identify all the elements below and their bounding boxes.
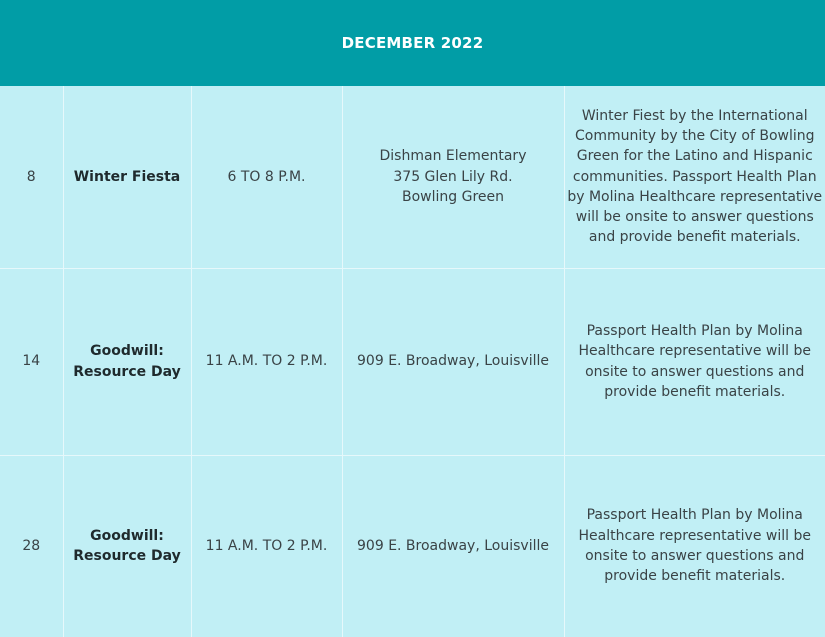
event-time: 11 A.M. TO 2 P.M. [191,455,342,637]
event-location [342,268,564,455]
description-line: Community by the City of Bowling [574,128,815,144]
description-line: onsite to answer questions and [585,363,805,380]
event-description [564,86,825,268]
event-description [564,455,825,637]
location-line: 909 E. Broadway, Louisville [357,353,549,370]
table-row [0,86,825,268]
month-title: DECEMBER 2022 [341,34,484,52]
location-line: 909 E. Broadway, Louisville [357,537,549,554]
description-line: Healthcare representative will be [578,343,811,360]
event-description [564,268,825,455]
description-line: Winter Fiest by the International [581,107,808,124]
event-name-line: Resource Day [73,363,181,380]
location-line: Dishman Elementary [379,148,527,165]
description-line: Healthcare representative will be [578,527,811,544]
event-location [342,86,564,268]
events-table [0,86,825,637]
location-line: Bowling Green [401,188,504,205]
description-line: onsite to answer questions and [585,548,805,564]
location-line: 375 Glen Lily Rd. [393,168,513,185]
description-line: Green for the Latino and Hispanic [576,148,813,165]
table-row [0,455,825,637]
table-row [0,268,825,455]
event-name-line: Goodwill: [90,343,164,360]
description-line: by Molina Healthcare representative [567,188,823,205]
event-location [342,455,564,637]
month-header [0,0,825,86]
event-day: 14 [0,268,63,455]
event-day: 8 [0,86,63,268]
description-line: Passport Health Plan by Molina [586,322,803,339]
event-day: 28 [0,455,63,637]
event-name [63,268,191,455]
event-time: 6 TO 8 P.M. [191,86,342,268]
description-line: will be onsite to answer questions [575,209,814,226]
description-line: Passport Health Plan by Molina [586,507,803,524]
event-name [63,86,191,268]
event-name-line: Winter Fiesta [73,168,181,185]
event-name-line: Goodwill: [90,527,164,544]
description-line: communities. Passport Health Plan [572,168,817,185]
event-time: 11 A.M. TO 2 P.M. [191,268,342,455]
description-line: and provide benefit materials. [588,229,801,246]
description-line: provide benefit materials. [604,568,786,585]
event-name [63,455,191,637]
description-line: provide benefit materials. [604,383,786,400]
event-name-line: Resource Day [73,548,181,564]
